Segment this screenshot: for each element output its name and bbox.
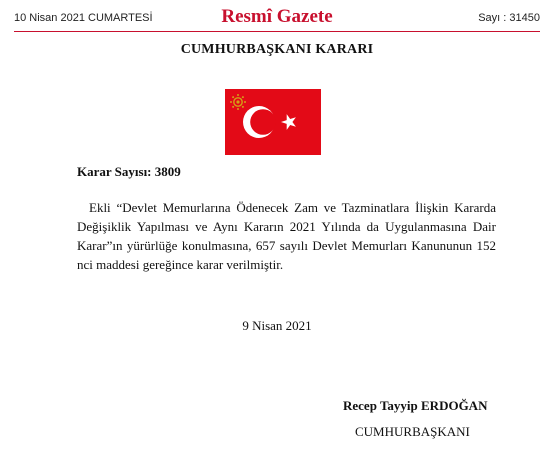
gazette-header — [14, 6, 540, 30]
gazette-title: Resmî Gazete — [221, 6, 333, 27]
decree-number: Karar Sayısı: 3809 — [77, 164, 181, 179]
decree-body: Ekli “Devlet Memurlarına Ödenecek Zam ve Tazminatlara İlişkin Kararda Değişiklik Yapılması ve Aynı Kararın 2021 Yılında da Uygulanmasına Dair Karar”ın yürürlüğe konulmasına, 657 sayılı Devlet Memurları Kanununun 152 nci maddesi gereğince karar verilmiştir. — [77, 200, 496, 272]
issue-number: Sayı : 31450 — [478, 12, 540, 24]
publication-date: 10 Nisan 2021 CUMARTESİ — [14, 12, 153, 24]
crescent-inner — [250, 109, 276, 135]
signatory-title: CUMHURBAŞKANI — [355, 424, 470, 439]
decree-heading: CUMHURBAŞKANI KARARI — [180, 42, 374, 57]
turkish-flag-icon — [225, 89, 321, 155]
header-divider — [14, 31, 540, 32]
signatory-name: Recep Tayyip ERDOĞAN — [343, 398, 488, 413]
decree-date: 9 Nisan 2021 — [242, 318, 312, 333]
